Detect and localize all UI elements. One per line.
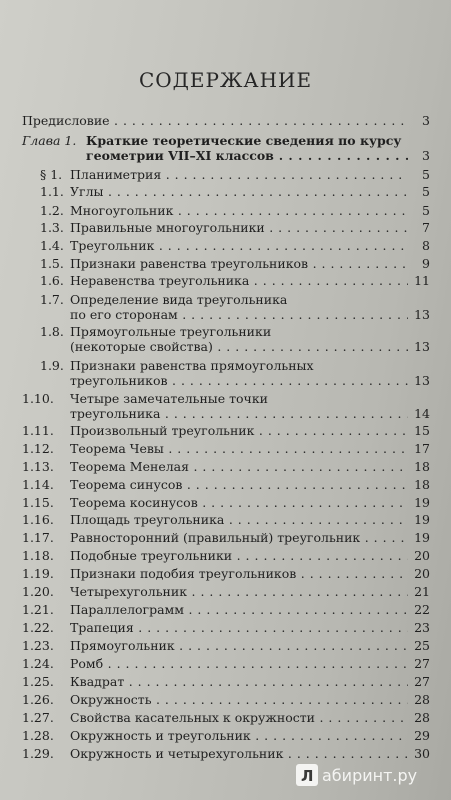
toc-entry [22, 656, 430, 672]
toc-entry-number: 1.29. [22, 746, 54, 761]
toc-entry-line: Прямоугольные треугольники [70, 324, 272, 339]
toc-page-number: 19 [414, 512, 430, 527]
toc-entry-line: Признаки равенства треугольников . . . [70, 256, 408, 271]
toc-entry-line: Произвольный треугольник . . . [70, 423, 408, 438]
toc-entry-title [70, 441, 408, 456]
toc-entry-line: Планиметрия . . . [70, 167, 408, 182]
toc-entry-title [70, 512, 408, 527]
toc-entry [22, 477, 430, 493]
toc-page-number: 29 [414, 728, 430, 743]
toc-entry-line: Прямоугольник . . . [70, 638, 408, 653]
toc-entry-title [70, 530, 408, 545]
toc-entry [22, 133, 430, 165]
toc-entry-title [70, 423, 408, 438]
toc-page-number: 23 [414, 620, 430, 635]
toc-entry-title [70, 548, 408, 563]
toc-entry-number: 1.28. [22, 728, 54, 743]
toc-entry-number: 1.16. [22, 512, 54, 527]
toc-entry-number: 1.3. [40, 220, 64, 235]
toc-entry [40, 358, 430, 390]
toc-entry [22, 512, 430, 528]
toc-page-number: 20 [414, 566, 430, 581]
toc-entry-number: 1.12. [22, 441, 54, 456]
toc-entry [22, 674, 430, 690]
toc-entry-number: 1.5. [40, 256, 64, 271]
toc-entry-line: Свойства касательных к окружности . . . [70, 710, 408, 725]
svg-text:Л: Л [301, 767, 314, 783]
toc-entry [22, 638, 430, 654]
toc-entry-title [70, 477, 408, 492]
toc-entry-line: Равносторонний (правильный) треугольник . . . [70, 530, 408, 545]
toc-entry-number: 1.9. [40, 358, 64, 373]
toc-page-number: 22 [414, 602, 430, 617]
toc-entry-line: Параллелограмм . . . [70, 602, 408, 617]
toc-entry-line: Ромб . . . [70, 656, 408, 671]
toc-entry-line: Определение вида треугольника [70, 292, 288, 307]
toc-entry-number: 1.21. [22, 602, 54, 617]
toc-entry-line: треугольника . . . [70, 406, 408, 421]
toc-entry-line: Окружность и треугольник . . . [70, 728, 408, 743]
toc-entry [40, 256, 430, 272]
toc-page-number: 28 [414, 692, 430, 707]
toc-entry [22, 548, 430, 564]
toc-entry-title [70, 710, 408, 725]
toc-entry-line: Правильные многоугольники . . . [70, 220, 408, 235]
toc-entry-title [70, 184, 408, 199]
toc-entry-title [70, 167, 408, 182]
toc-entry-title [70, 584, 408, 599]
toc-entry-number: 1.26. [22, 692, 54, 707]
watermark-logo [296, 763, 417, 787]
toc-entry [22, 441, 430, 457]
toc-entry-line: Трапеция . . . [70, 620, 408, 635]
toc-page-number: 19 [414, 495, 430, 510]
toc-entry-line: Краткие теоретические сведения по курсу [86, 133, 402, 148]
toc-entry-number: 1.1. [40, 184, 64, 199]
toc-page-number: 5 [422, 184, 430, 199]
toc-entry [40, 167, 430, 183]
toc-entry-title [70, 256, 408, 271]
toc-entry [22, 620, 430, 636]
toc-entry-line: Признаки равенства прямоугольных [70, 358, 314, 373]
toc-page-number: 19 [414, 530, 430, 545]
watermark-text: абиринт.ру [322, 765, 418, 785]
toc-entry-number: 1.7. [40, 292, 64, 307]
toc-page-number: 5 [422, 203, 430, 218]
toc-page-number: 28 [414, 710, 430, 725]
toc-entry-line: Теорема косинусов . . . [70, 495, 408, 510]
toc-entry-number: 1.10. [22, 391, 54, 406]
toc-entry-line: Признаки подобия треугольников . . . [70, 566, 408, 581]
toc-page-number: 5 [422, 167, 430, 182]
toc-entry-number: 1.8. [40, 324, 64, 339]
toc-page-number: 25 [414, 638, 430, 653]
toc-entry [40, 220, 430, 236]
toc-entry-line: Теорема синусов . . . [70, 477, 408, 492]
toc-entry [22, 692, 430, 708]
toc-entry [22, 728, 430, 744]
toc-entry [40, 273, 430, 289]
toc-entry-title [70, 692, 408, 707]
toc-entry-line: Углы . . . [70, 184, 408, 199]
toc-entry-title [70, 203, 408, 218]
toc-page-number: 3 [422, 113, 430, 128]
toc-entry-number: 1.19. [22, 566, 54, 581]
toc-entry-line: Квадрат . . . [70, 674, 408, 689]
toc-page-number: 9 [422, 256, 430, 271]
toc-page-number: 20 [414, 548, 430, 563]
toc-entry-title [70, 620, 408, 635]
toc-entry-line: по его сторонам . . . [70, 307, 408, 322]
toc-entry-number: 1.6. [40, 273, 64, 288]
toc-entry-number: 1.14. [22, 477, 54, 492]
toc-page-number: 30 [414, 746, 430, 761]
page-title: СОДЕРЖАНИЕ [138, 68, 313, 92]
toc-entry-number: Глава 1. [22, 133, 77, 148]
toc-entry-line: (некоторые свойства) . . . [70, 339, 408, 354]
toc-page-number: 17 [414, 441, 430, 456]
toc-entry-title [70, 459, 408, 474]
toc-page-number: 11 [414, 273, 430, 288]
toc-entry-line: Окружность и четырехугольник . . . [70, 746, 408, 761]
toc-entry-number: 1.15. [22, 495, 54, 510]
toc-entry-title [70, 656, 408, 671]
toc-page-number: 3 [422, 148, 430, 163]
toc-entry-title [70, 728, 408, 743]
toc-entry-title [70, 391, 408, 421]
toc-entry-title [70, 220, 408, 235]
toc-entry-line: Многоугольник . . . [70, 203, 408, 218]
toc-entry [22, 391, 430, 423]
toc-entry-title [70, 324, 408, 354]
toc-entry [22, 566, 430, 582]
toc-entry-title [22, 113, 408, 128]
toc-entry-number: 1.20. [22, 584, 54, 599]
toc-entry-line: Теорема Чевы . . . [70, 441, 408, 456]
toc-entry-title [70, 638, 408, 653]
toc-entry-line: Неравенства треугольника . . . [70, 273, 408, 288]
toc-entry-line: Подобные треугольники . . . [70, 548, 408, 563]
toc-entry [40, 184, 430, 200]
toc-entry [22, 113, 430, 129]
toc-entry [40, 203, 430, 219]
toc-entry-line: Треугольник . . . [70, 238, 408, 253]
toc-page-number: 18 [414, 459, 430, 474]
toc-entry-number: 1.27. [22, 710, 54, 725]
toc-entry-title [70, 566, 408, 581]
toc-entry [40, 238, 430, 254]
toc-entry-line: Четырехугольник . . . [70, 584, 408, 599]
labirint-logo-icon [296, 764, 318, 786]
toc-entry [22, 746, 430, 762]
toc-entry-line: Предисловие . . . [22, 113, 408, 128]
toc-entry-title [70, 238, 408, 253]
toc-page-number: 27 [414, 674, 430, 689]
toc-page-number: 13 [414, 307, 430, 322]
toc-page-number: 15 [414, 423, 430, 438]
toc-entry-number: 1.25. [22, 674, 54, 689]
toc-entry-number: 1.11. [22, 423, 54, 438]
toc-page-number: 13 [414, 339, 430, 354]
toc-entry [22, 584, 430, 600]
toc-entry-number: 1.13. [22, 459, 54, 474]
toc-entry-number: 1.22. [22, 620, 54, 635]
toc-entry-line: Окружность . . . [70, 692, 408, 707]
toc-entry-line: Площадь треугольника . . . [70, 512, 408, 527]
toc-page-number: 27 [414, 656, 430, 671]
toc-entry [40, 292, 430, 324]
toc-page-number: 21 [414, 584, 430, 599]
toc-entry [22, 423, 430, 439]
toc-entry [22, 530, 430, 546]
toc-entry-line: Теорема Менелая . . . [70, 459, 408, 474]
toc-entry-title [70, 495, 408, 510]
toc-entry-number: 1.2. [40, 203, 64, 218]
toc-entry-number: 1.4. [40, 238, 64, 253]
toc-entry [22, 602, 430, 618]
toc-entry-line: треугольников . . . [70, 373, 408, 388]
toc-entry-number: 1.18. [22, 548, 54, 563]
toc-page-number: 18 [414, 477, 430, 492]
toc-entry [22, 459, 430, 475]
toc-entry-title [86, 133, 408, 163]
toc-entry-number: 1.24. [22, 656, 54, 671]
toc-page-number: 8 [422, 238, 430, 253]
toc-entry-title [70, 292, 408, 322]
toc-entry-title [70, 746, 408, 761]
toc-entry [40, 324, 430, 356]
toc-entry [22, 710, 430, 726]
toc-entry-number: § 1. [40, 167, 63, 182]
toc-page-number: 7 [422, 220, 430, 235]
toc-entry-title [70, 358, 408, 388]
toc-entry-number: 1.17. [22, 530, 54, 545]
toc-entry-line: Четыре замечательные точки [70, 391, 268, 406]
toc-entry-line: геометрии VII–XI классов . . . [86, 148, 408, 163]
toc-entry-title [70, 273, 408, 288]
toc-entry-title [70, 602, 408, 617]
toc-page-number: 14 [414, 406, 430, 421]
toc-page-number: 13 [414, 373, 430, 388]
toc-entry-title [70, 674, 408, 689]
toc-entry [22, 495, 430, 511]
toc-entry-number: 1.23. [22, 638, 54, 653]
